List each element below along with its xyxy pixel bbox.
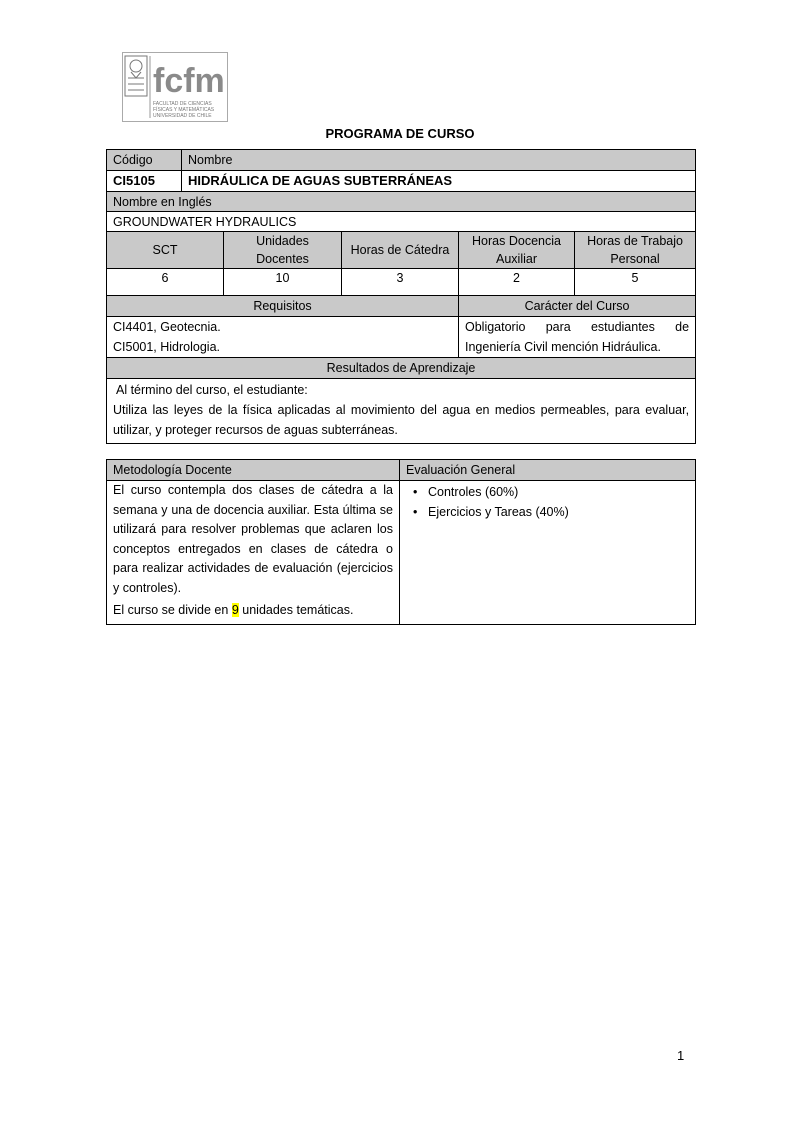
units-number-highlight: 9 — [231, 603, 239, 617]
course-character: Obligatorio para estudiantes de Ingeniería Civil mención Hidráulica. — [459, 317, 696, 358]
personal-hours-value: 5 — [575, 269, 696, 296]
methodology-cell — [107, 481, 400, 625]
evaluation-cell — [400, 481, 696, 625]
evaluation-item: • Controles (60%) — [428, 482, 689, 502]
units-value: 10 — [224, 269, 342, 296]
name-header: Nombre — [182, 150, 696, 171]
units-before: El curso se divide en — [113, 603, 229, 617]
lecture-hours-header: Horas de Cátedra — [342, 232, 459, 269]
requirement-item: CI4401, Geotecnia. — [113, 320, 221, 334]
learning-text: Utiliza las leyes de la física aplicadas al movimiento del agua en medios permeables, para evaluar, utilizar, y proteger recursos de aguas subterráneas. — [113, 403, 690, 437]
hours-header-row — [107, 232, 696, 269]
svg-text:fcfm: fcfm — [153, 62, 225, 100]
code-header: Código — [107, 150, 182, 171]
course-info-table — [106, 149, 696, 444]
course-code: CI5105 — [107, 171, 182, 192]
page-number: 1 — [677, 1048, 685, 1063]
course-values-row — [107, 171, 696, 192]
requirements-cell — [107, 317, 459, 358]
methodology-header: Metodología Docente — [107, 460, 400, 481]
document-title: PROGRAMA DE CURSO — [325, 126, 475, 141]
evaluation-header: Evaluación General — [400, 460, 696, 481]
requirement-item: CI5001, Hidrologia. — [113, 340, 221, 354]
hours-values-row — [107, 269, 696, 296]
course-name: HIDRÁULICA DE AGUAS SUBTERRÁNEAS — [182, 171, 696, 192]
svg-text:FACULTAD DE CIENCIAS: FACULTAD DE CIENCIAS — [153, 101, 212, 107]
auxiliary-hours-value: 2 — [459, 269, 575, 296]
evaluation-list — [406, 482, 689, 522]
learning-outcomes-header: Resultados de Aprendizaje — [107, 358, 696, 379]
fcfm-logo-graphic — [122, 52, 228, 122]
english-name-header: Nombre en Inglés — [107, 192, 696, 212]
methodology-evaluation-table — [106, 459, 696, 625]
sct-value: 6 — [107, 269, 224, 296]
lecture-hours-value: 3 — [342, 269, 459, 296]
svg-text:FÍSICAS Y MATEMÁTICAS: FÍSICAS Y MATEMÁTICAS — [153, 107, 215, 113]
course-header-row — [107, 150, 696, 171]
fcfm-logo — [122, 52, 228, 122]
methodology-text: El curso contempla dos clases de cátedra a la semana y una de docencia auxiliar. Esta última se utilizará para resolver problemas que aclaren los conceptos entregados en clases de cátedra o para realizar actividades de evaluación (ejercicios y controles). — [113, 483, 393, 595]
learning-outcomes-cell — [107, 379, 696, 444]
personal-hours-header: Horas de Trabajo Personal — [575, 232, 696, 269]
units-header: Unidades Docentes — [224, 232, 342, 269]
requirements-header: Requisitos — [107, 296, 459, 317]
character-header: Carácter del Curso — [459, 296, 696, 317]
svg-text:UNIVERSIDAD DE CHILE: UNIVERSIDAD DE CHILE — [153, 113, 212, 119]
auxiliary-hours-header: Horas Docencia Auxiliar — [459, 232, 575, 269]
learning-intro: Al término del curso, el estudiante: — [116, 383, 308, 397]
units-after: unidades temáticas. — [242, 603, 354, 617]
evaluation-item: • Ejercicios y Tareas (40%) — [428, 502, 689, 522]
sct-header: SCT — [107, 232, 224, 269]
units-sentence — [113, 600, 393, 620]
english-name: GROUNDWATER HYDRAULICS — [107, 212, 696, 232]
